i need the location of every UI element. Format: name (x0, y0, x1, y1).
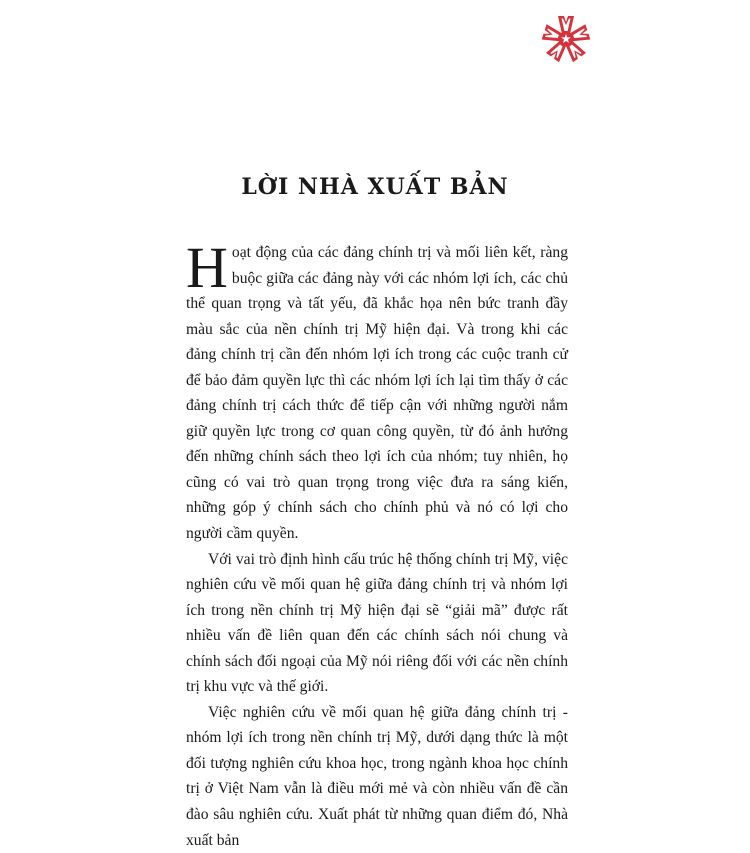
paragraph-1-text: oạt động của các đảng chính trị và mối liên kết, ràng buộc giữa các đảng này với các nhóm lợi ích, các chủ thể quan trọng và tất yếu, đã khắc họa nên bức tranh đầy màu sắc của nền chính trị Mỹ hiện đại. Và trong khi các đảng chính trị cần đến nhóm lợi ích trong các cuộc tranh cử để bảo đảm quyền lực thì các nhóm lợi ích lại tìm thấy ở các đảng chính trị cách thức để tiếp cận với những người nắm giữ quyền lực trong cơ quan công quyền, từ đó ảnh hưởng đến những chính sách theo lợi ích của nhóm; tuy nhiên, họ cũng có vai trò quan trọng trong việc đưa ra sáng kiến, những góp ý chính sách cho chính phủ và nó có lợi cho người cầm quyền. (186, 244, 568, 543)
paragraph-1 (186, 235, 568, 547)
publisher-star-emblem-icon (541, 14, 591, 64)
page-title: LỜI NHÀ XUẤT BẢN (241, 174, 509, 200)
paragraph-2: Với vai trò định hình cấu trúc hệ thống chính trị Mỹ, việc nghiên cứu về mối quan hệ giữa đảng chính trị và nhóm lợi ích trong nền chính trị Mỹ hiện đại sẽ “giải mã” được rất nhiều vấn đề liên quan đến các chính sách nói chung và chính sách đối ngoại của Mỹ nói riêng đối với các nền chính trị khu vực và thế giới. (186, 550, 568, 696)
paragraph-3: Việc nghiên cứu về mối quan hệ giữa đảng chính trị - nhóm lợi ích trong nền chính trị Mỹ, dưới dạng thức là một đối tượng nghiên cứu khoa học, trong ngành khoa học chính trị ở Việt Nam vẫn là điều mới mẻ và còn nhiều vấn đề cần đào sâu nghiên cứu. Xuất phát từ những quan điểm đó, Nhà xuất bản (186, 703, 568, 849)
preface-body (186, 235, 568, 853)
drop-cap: H (186, 235, 228, 300)
